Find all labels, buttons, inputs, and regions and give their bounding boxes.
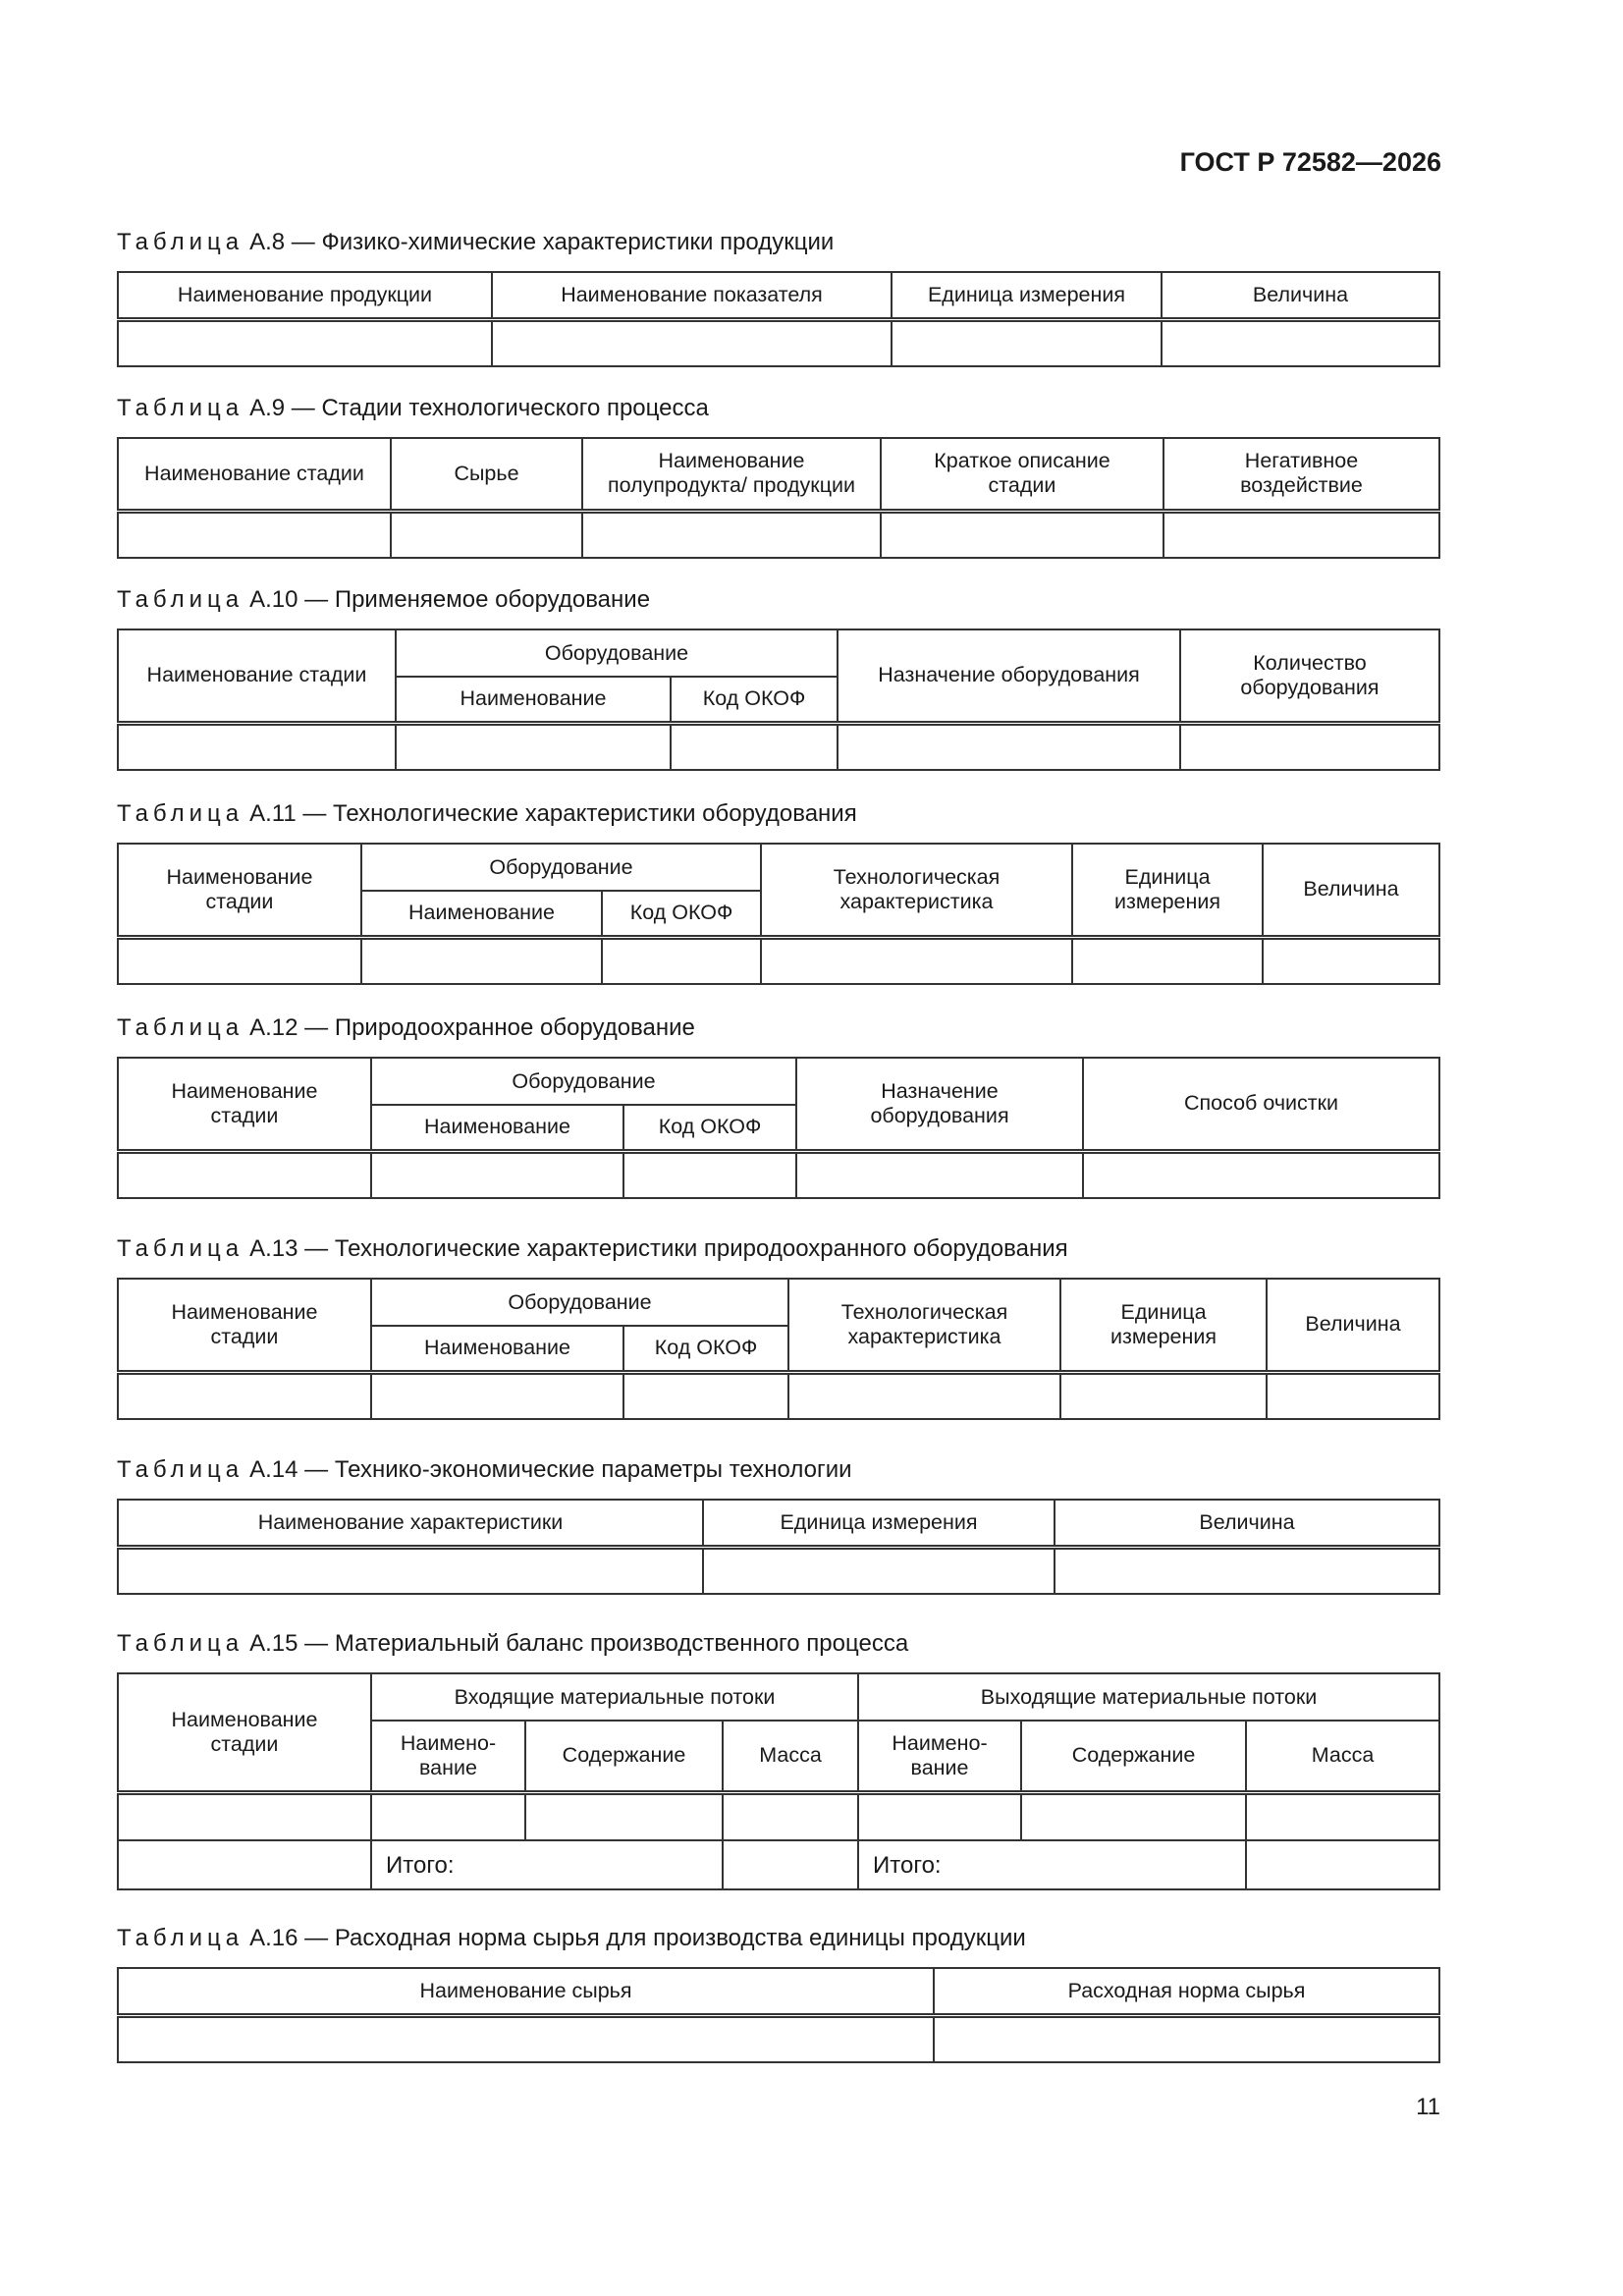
empty-cell [118,1547,703,1594]
header-cell: Величина [1162,272,1439,319]
empty-cell [1163,511,1439,558]
header-cell: Наименование [361,891,602,937]
table-a8-caption: Таблица А.8 — Физико-химические характеристики продукции [117,229,835,255]
empty-cell [1083,1151,1439,1198]
empty-cell [761,937,1072,984]
empty-cell [391,511,582,558]
header-cell: Оборудование [371,1279,788,1326]
empty-cell [118,319,492,366]
table-row [118,2015,1439,2062]
header-cell: Способ очистки [1083,1058,1439,1151]
header-cell: Наименование стадии [118,1673,371,1792]
header-cell: Код ОКОФ [623,1326,788,1372]
header-cell: Содержание [1021,1721,1246,1792]
header-cell: Наименование стадии [118,1279,371,1372]
header-cell: Наимено- вание [371,1721,525,1792]
total-row [118,1840,1439,1889]
table-a11 [117,843,1440,985]
table-a10-caption: Таблица А.10 — Применяемое оборудование [117,586,651,613]
page-number: 11 [1416,2094,1440,2120]
total-label: Итого: [858,1840,1246,1889]
caption-word: Таблица [117,1925,244,1951]
empty-cell [838,723,1180,770]
table-a9-caption: Таблица А.9 — Стадии технологического процесса [117,395,709,421]
table-a16 [117,1967,1440,2063]
header-cell: Входящие материальные потоки [371,1673,858,1721]
caption-word: Таблица [117,1630,244,1657]
empty-cell [371,1792,525,1840]
header-cell: Наименование сырья [118,1968,934,2015]
header-cell: Наименование показателя [492,272,892,319]
empty-cell [118,1151,371,1198]
empty-cell [1263,937,1439,984]
header-cell: Наименование стадии [118,844,361,937]
table-a13-caption: Таблица А.13 — Технологические характеристики природоохранного оборудования [117,1235,1068,1262]
empty-cell [788,1372,1060,1419]
empty-cell [858,1792,1021,1840]
header-cell: Наименование продукции [118,272,492,319]
empty-cell [703,1547,1055,1594]
table-row [118,1372,1439,1419]
table-row [118,1151,1439,1198]
header-cell: Код ОКОФ [602,891,761,937]
table-row [118,723,1439,770]
empty-cell [623,1372,788,1419]
header-cell: Величина [1263,844,1439,937]
caption-word: Таблица [117,800,244,827]
total-label: Итого: [371,1840,723,1889]
empty-cell [361,937,602,984]
header-cell: Назначение оборудования [838,629,1180,723]
table-a12-caption: Таблица А.12 — Природоохранное оборудование [117,1014,695,1041]
table-a12 [117,1057,1440,1199]
empty-cell [118,1372,371,1419]
header-cell: Единица измерения [1072,844,1263,937]
header-cell: Масса [723,1721,858,1792]
empty-cell [371,1151,623,1198]
empty-cell [1246,1840,1439,1889]
header-cell: Технологическая характеристика [788,1279,1060,1372]
header-cell: Наимено- вание [858,1721,1021,1792]
header-cell: Оборудование [371,1058,796,1105]
header-cell: Единица измерения [1060,1279,1267,1372]
header-cell: Наименование стадии [118,1058,371,1151]
empty-cell [1162,319,1439,366]
header-cell: Наименование [371,1326,623,1372]
empty-cell [525,1792,723,1840]
empty-cell [623,1151,796,1198]
empty-cell [934,2015,1439,2062]
empty-cell [118,2015,934,2062]
table-a14-caption: Таблица А.14 — Технико-экономические параметры технологии [117,1456,852,1483]
header-cell: Количество оборудования [1180,629,1439,723]
empty-cell [723,1792,858,1840]
table-a15 [117,1672,1440,1890]
table-a16-caption: Таблица А.16 — Расходная норма сырья для производства единицы продукции [117,1925,1026,1951]
header-cell: Наименование стадии [118,629,396,723]
caption-word: Таблица [117,586,244,613]
empty-cell [892,319,1162,366]
header-cell: Величина [1055,1500,1439,1547]
header-cell: Наименование стадии [118,438,391,511]
header-cell: Величина [1267,1279,1439,1372]
caption-word: Таблица [117,1456,244,1483]
empty-cell [1246,1792,1439,1840]
header-cell: Расходная норма сырья [934,1968,1439,2015]
caption-word: Таблица [117,1235,244,1262]
empty-cell [1060,1372,1267,1419]
empty-cell [118,1840,371,1889]
caption-word: Таблица [117,1014,244,1041]
empty-cell [582,511,881,558]
header-cell: Назначение оборудования [796,1058,1083,1151]
table-a11-caption: Таблица А.11 — Технологические характеристики оборудования [117,800,857,827]
header-cell: Наименование полупродукта/ продукции [582,438,881,511]
table-row [118,937,1439,984]
empty-cell [118,511,391,558]
header-cell: Масса [1246,1721,1439,1792]
header-cell: Оборудование [361,844,761,891]
table-a13 [117,1278,1440,1420]
empty-cell [1267,1372,1439,1419]
document-header: ГОСТ Р 72582—2026 [1179,147,1441,177]
table-a10 [117,629,1440,771]
empty-cell [881,511,1163,558]
header-cell: Единица измерения [703,1500,1055,1547]
empty-cell [1055,1547,1439,1594]
table-row [118,1792,1439,1840]
table-a8 [117,271,1440,367]
header-cell: Единица измерения [892,272,1162,319]
empty-cell [1180,723,1439,770]
empty-cell [371,1372,623,1419]
table-a14 [117,1499,1440,1595]
caption-word: Таблица [117,395,244,421]
header-cell: Код ОКОФ [671,677,838,723]
empty-cell [118,937,361,984]
table-row [118,1547,1439,1594]
empty-cell [723,1840,858,1889]
header-cell: Наименование [371,1105,623,1151]
table-row [118,319,1439,366]
empty-cell [602,937,761,984]
header-cell: Наименование характеристики [118,1500,703,1547]
empty-cell [796,1151,1083,1198]
header-cell: Выходящие материальные потоки [858,1673,1439,1721]
header-cell: Краткое описание стадии [881,438,1163,511]
header-cell: Негативное воздействие [1163,438,1439,511]
empty-cell [1021,1792,1246,1840]
header-cell: Наименование [396,677,671,723]
header-cell: Технологическая характеристика [761,844,1072,937]
empty-cell [1072,937,1263,984]
empty-cell [671,723,838,770]
empty-cell [492,319,892,366]
header-cell: Код ОКОФ [623,1105,796,1151]
table-a15-caption: Таблица А.15 — Материальный баланс производственного процесса [117,1630,909,1657]
caption-word: Таблица [117,229,244,255]
table-a9 [117,437,1440,559]
table-row [118,511,1439,558]
empty-cell [118,1792,371,1840]
header-cell: Оборудование [396,629,838,677]
empty-cell [118,723,396,770]
empty-cell [396,723,671,770]
header-cell: Сырье [391,438,582,511]
header-cell: Содержание [525,1721,723,1792]
